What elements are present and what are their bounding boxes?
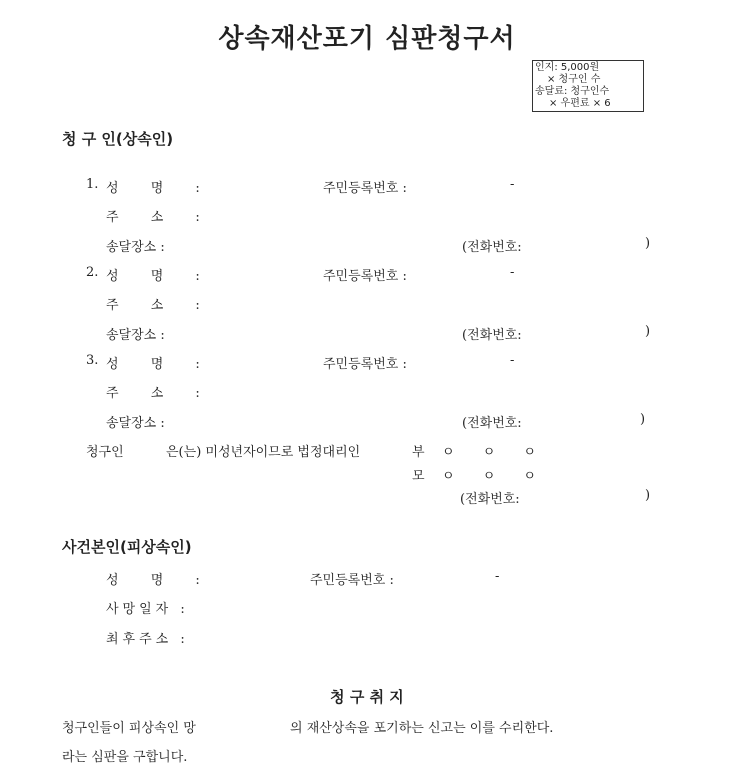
father-name: ㅇ ㅇ ㅇ — [442, 445, 548, 460]
mother-label: 모 — [412, 469, 425, 484]
last-address-label: 최후주소 : — [106, 632, 189, 647]
entry-2-number: 2. — [86, 265, 99, 280]
minor-statement: 은(는) 미성년자이므로 법정대리인 — [166, 445, 361, 460]
document-title: 상속재산포기 심판청구서 — [218, 24, 516, 54]
entry-3-phone-close: ) — [640, 412, 646, 427]
entry-2-name-label: 성 명 : — [106, 269, 214, 284]
purpose-line-1b: 의 재산상속을 포기하는 신고는 이를 수리한다. — [290, 721, 554, 736]
entry-1-phone-label: (전화번호: — [462, 240, 522, 255]
claimant-heading: 청 구 인(상속인) — [62, 130, 174, 148]
decedent-id-dash: - — [495, 569, 500, 584]
decedent-id-label: 주민등록번호 : — [310, 573, 394, 588]
purpose-line-1a: 청구인들이 피상속인 망 — [62, 721, 196, 736]
father-label: 부 — [412, 445, 425, 460]
minor-prefix: 청구인 — [86, 445, 124, 460]
entry-3-service-label: 송달장소 : — [106, 416, 165, 431]
entry-3-id-label: 주민등록번호 : — [323, 357, 407, 372]
entry-1-service-label: 송달장소 : — [106, 240, 165, 255]
decedent-name-label: 성 명 : — [106, 573, 214, 588]
entry-2-phone-label: (전화번호: — [462, 328, 522, 343]
entry-1-number: 1. — [86, 177, 99, 192]
purpose-line-2: 라는 심판을 구합니다. — [62, 750, 188, 765]
entry-3-address-label: 주 소 : — [106, 386, 214, 401]
entry-2-id-dash: - — [510, 265, 515, 280]
entry-3-number: 3. — [86, 353, 99, 368]
stamp-line-2: × 청구인 수 — [547, 74, 601, 85]
purpose-heading: 청 구 취 지 — [330, 688, 404, 706]
entry-3-id-dash: - — [510, 353, 515, 368]
stamp-line-4: × 우편료 × 6 — [549, 98, 611, 109]
entry-3-phone-label: (전화번호: — [462, 416, 522, 431]
entry-1-phone-close: ) — [645, 236, 651, 251]
entry-1-address-label: 주 소 : — [106, 210, 214, 225]
entry-2-id-label: 주민등록번호 : — [323, 269, 407, 284]
stamp-line-1: 인지: 5,000원 — [535, 62, 600, 73]
entry-2-address-label: 주 소 : — [106, 298, 214, 313]
entry-2-phone-close: ) — [645, 324, 651, 339]
representative-phone-close: ) — [645, 488, 651, 503]
mother-name: ㅇ ㅇ ㅇ — [442, 469, 548, 484]
entry-2-service-label: 송달장소 : — [106, 328, 165, 343]
entry-3-name-label: 성 명 : — [106, 357, 214, 372]
death-date-label: 사망일자 : — [106, 602, 189, 617]
entry-1-id-dash: - — [510, 177, 515, 192]
entry-1-name-label: 성 명 : — [106, 181, 214, 196]
representative-phone-label: (전화번호: — [460, 492, 520, 507]
entry-1-id-label: 주민등록번호 : — [323, 181, 407, 196]
stamp-fee-box — [532, 60, 644, 112]
decedent-heading: 사건본인(피상속인) — [62, 538, 192, 556]
stamp-line-3: 송달료: 청구인수 — [535, 86, 610, 97]
